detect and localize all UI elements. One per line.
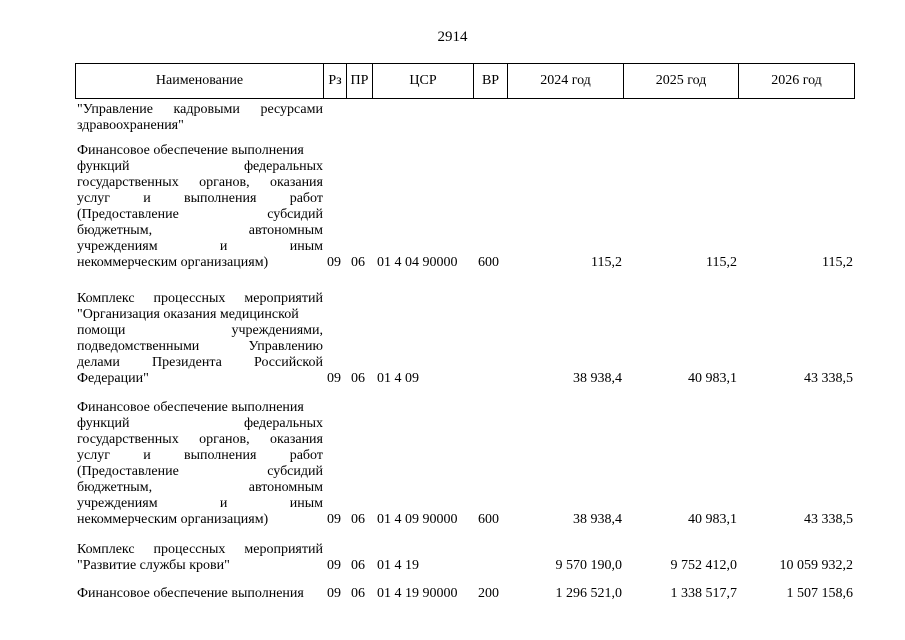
cell-pr: 06 xyxy=(351,371,365,386)
row-name-line xyxy=(77,307,323,323)
header-2026: 2026 год xyxy=(738,63,855,99)
cell-y2026: 115,2 xyxy=(822,255,853,270)
row-name xyxy=(77,400,323,528)
row-name xyxy=(77,586,323,602)
row-name-line xyxy=(77,159,323,175)
row-name-word: оказания xyxy=(270,432,323,447)
row-name-word: подведомственными xyxy=(77,339,200,354)
row-name-line xyxy=(77,118,323,134)
row-name-word: органов, xyxy=(199,175,250,190)
cell-y2024: 38 938,4 xyxy=(573,371,622,386)
row-name-word: мероприятий xyxy=(244,542,323,557)
row-name-line xyxy=(77,400,323,416)
row-name-word: услуг xyxy=(77,448,110,463)
row-name-word: учреждениям xyxy=(77,496,158,511)
cell-y2024: 1 296 521,0 xyxy=(555,586,622,601)
row-name-line xyxy=(77,207,323,223)
row-name-word: автономным xyxy=(248,223,323,238)
cell-y2025: 115,2 xyxy=(706,255,737,270)
row-name-word: учреждениям xyxy=(77,239,158,254)
row-name xyxy=(77,291,323,387)
row-name-line xyxy=(77,448,323,464)
cell-csr: 01 4 19 90000 xyxy=(377,586,458,601)
cell-y2025: 9 752 412,0 xyxy=(670,558,737,573)
row-name-word: бюджетным, xyxy=(77,480,153,495)
row-name-line xyxy=(77,191,323,207)
row-name-word: Президента xyxy=(152,355,222,370)
row-name-word: Финансовое обеспечение выполнения xyxy=(77,400,304,415)
cell-y2026: 1 507 158,6 xyxy=(786,586,853,601)
cell-y2026: 10 059 932,2 xyxy=(779,558,853,573)
row-name-word: Финансовое обеспечение выполнения xyxy=(77,586,304,601)
cell-rz: 09 xyxy=(327,558,341,573)
row-name-word: процессных xyxy=(153,542,226,557)
row-name-word: помощи xyxy=(77,323,126,338)
row-name-word: автономным xyxy=(248,480,323,495)
header-2024: 2024 год xyxy=(507,63,624,99)
row-name-line xyxy=(77,586,323,602)
row-name-word: Комплекс xyxy=(77,291,135,306)
row-name-word: функций xyxy=(77,416,130,431)
row-name-line xyxy=(77,323,323,339)
row-name xyxy=(77,143,323,271)
row-name-word: некоммерческим организациям) xyxy=(77,255,269,270)
row-name-line xyxy=(77,102,323,118)
header-rz: Рз xyxy=(323,63,347,99)
row-name-word: мероприятий xyxy=(244,291,323,306)
cell-y2026: 43 338,5 xyxy=(804,371,853,386)
row-name-line xyxy=(77,432,323,448)
row-name-word: иным xyxy=(289,239,323,254)
row-name-word: учреждениями, xyxy=(231,323,323,338)
row-name-line xyxy=(77,143,323,159)
row-name-word: и xyxy=(219,496,228,511)
cell-vr: 600 xyxy=(478,255,499,270)
row-name-line xyxy=(77,480,323,496)
row-name xyxy=(77,102,323,134)
cell-y2026: 43 338,5 xyxy=(804,512,853,527)
row-name-word: и xyxy=(219,239,228,254)
header-pr: ПР xyxy=(346,63,373,99)
row-name-word: Федерации" xyxy=(77,371,149,386)
header-2025: 2025 год xyxy=(623,63,739,99)
row-name-word: и xyxy=(143,191,151,206)
cell-csr: 01 4 04 90000 xyxy=(377,255,458,270)
row-name-word: выполнения xyxy=(183,448,257,463)
row-name-word: бюджетным, xyxy=(77,223,153,238)
cell-pr: 06 xyxy=(351,586,365,601)
cell-y2025: 40 983,1 xyxy=(688,512,737,527)
cell-rz: 09 xyxy=(327,255,341,270)
row-name-word: Российской xyxy=(254,355,323,370)
cell-csr: 01 4 19 xyxy=(377,558,419,573)
row-name-word: Финансовое обеспечение выполнения xyxy=(77,143,304,158)
row-name-word: и xyxy=(143,448,151,463)
header-name: Наименование xyxy=(75,63,324,99)
row-name-line xyxy=(77,175,323,191)
cell-rz: 09 xyxy=(327,586,341,601)
row-name-word: выполнения xyxy=(183,191,257,206)
cell-rz: 09 xyxy=(327,371,341,386)
row-name-word: иным xyxy=(289,496,323,511)
cell-y2024: 115,2 xyxy=(591,255,622,270)
row-name-word: работ xyxy=(289,191,323,206)
row-name-word: субсидий xyxy=(267,464,323,479)
cell-y2025: 1 338 517,7 xyxy=(670,586,737,601)
row-name-line xyxy=(77,512,323,528)
cell-pr: 06 xyxy=(351,558,365,573)
row-name-line xyxy=(77,496,323,512)
row-name-word: органов, xyxy=(199,432,250,447)
row-name-word: государственных xyxy=(77,432,179,447)
row-name-word: Комплекс xyxy=(77,542,135,557)
row-name-word: функций xyxy=(77,159,130,174)
cell-y2024: 9 570 190,0 xyxy=(555,558,622,573)
row-name-word: субсидий xyxy=(267,207,323,222)
row-name-word: федеральных xyxy=(243,159,323,174)
row-name-word: кадровыми xyxy=(173,102,240,117)
row-name-line xyxy=(77,464,323,480)
cell-csr: 01 4 09 xyxy=(377,371,419,386)
cell-rz: 09 xyxy=(327,512,341,527)
row-name-word: государственных xyxy=(77,175,179,190)
cell-pr: 06 xyxy=(351,255,365,270)
row-name-word: оказания xyxy=(270,175,323,190)
row-name-word: (Предоставление xyxy=(77,464,179,479)
row-name-word: делами xyxy=(77,355,120,370)
row-name-line xyxy=(77,255,323,271)
row-name-line xyxy=(77,339,323,355)
row-name-word: ресурсами xyxy=(260,102,323,117)
row-name-line xyxy=(77,223,323,239)
row-name-word: здравоохранения" xyxy=(77,118,184,133)
row-name-word: процессных xyxy=(153,291,226,306)
header-csr: ЦСР xyxy=(372,63,474,99)
cell-pr: 06 xyxy=(351,512,365,527)
row-name-word: услуг xyxy=(77,191,110,206)
cell-y2025: 40 983,1 xyxy=(688,371,737,386)
row-name-word: "Управление xyxy=(77,102,153,117)
header-vr: ВР xyxy=(473,63,508,99)
row-name-line xyxy=(77,355,323,371)
cell-vr: 600 xyxy=(478,512,499,527)
page-number: 2914 xyxy=(437,29,468,45)
row-name-word: (Предоставление xyxy=(77,207,179,222)
row-name-word: Управлению xyxy=(248,339,323,354)
row-name-line xyxy=(77,416,323,432)
row-name-line xyxy=(77,558,323,574)
row-name xyxy=(77,542,323,574)
cell-csr: 01 4 09 90000 xyxy=(377,512,458,527)
row-name-word: федеральных xyxy=(243,416,323,431)
row-name-line xyxy=(77,239,323,255)
row-name-word: работ xyxy=(289,448,323,463)
row-name-word: некоммерческим организациям) xyxy=(77,512,269,527)
row-name-word: "Организация оказания медицинской xyxy=(77,307,299,322)
row-name-line xyxy=(77,542,323,558)
cell-y2024: 38 938,4 xyxy=(573,512,622,527)
cell-vr: 200 xyxy=(478,586,499,601)
row-name-line xyxy=(77,371,323,387)
row-name-line xyxy=(77,291,323,307)
row-name-word: "Развитие службы крови" xyxy=(77,558,230,573)
